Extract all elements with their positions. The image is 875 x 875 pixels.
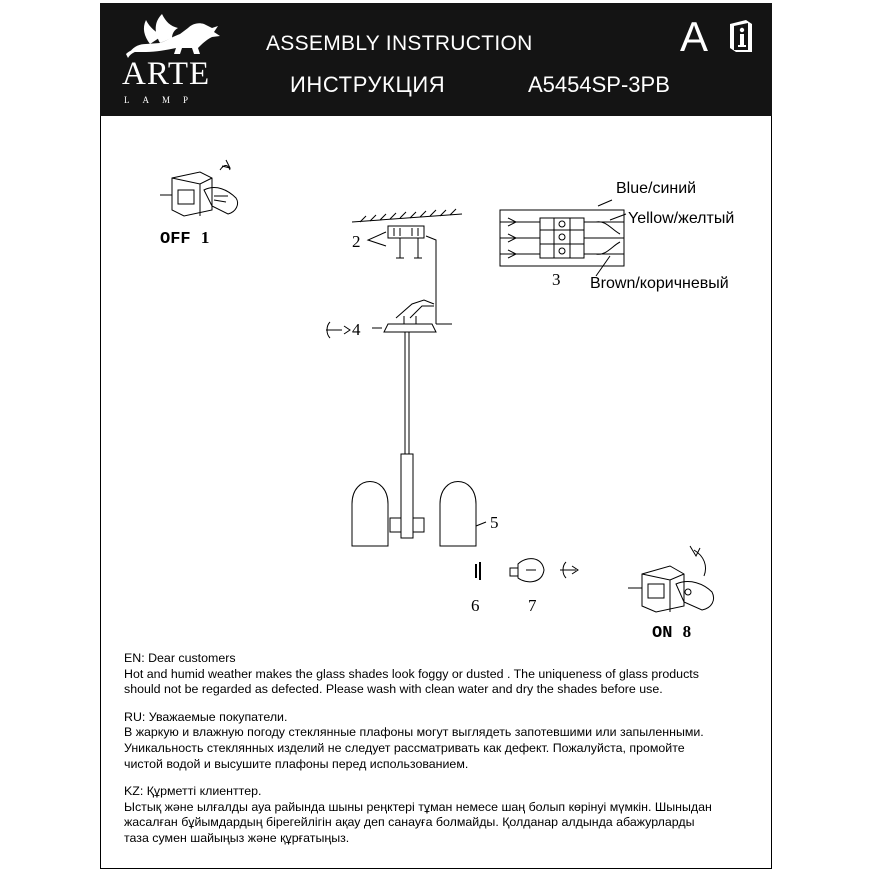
terminal-block-illustration — [500, 200, 626, 276]
note-ru-line: Уникальность стеклянных изделий не следует рассматривать как дефект. Пожалуйста, промойте — [124, 740, 685, 755]
note-ru — [124, 710, 754, 772]
note-kz-line: жасалған бұйымдардың бірегейлігін ақау деп санауға болмайды. Қолданар алдында абажурларды — [124, 815, 695, 830]
step-7-number: 7 — [528, 596, 537, 615]
model-number: A5454SP-3PB — [528, 72, 670, 97]
note-en-heading: EN: Dear customers — [124, 651, 236, 665]
note-kz-line: Ыстық және ылғалды ауа райында шыны реңктері тұман немесе шаң болып көрінуі мүмкін. Шыныдан — [124, 799, 712, 814]
care-notes — [124, 651, 754, 859]
note-kz-heading: KZ: Құрметті клиенттер. — [124, 784, 262, 799]
wire-yellow-label: Yellow/желтый — [628, 210, 735, 227]
bulb-illustration — [476, 559, 578, 582]
wire-brown-label: Brown/коричневый — [590, 275, 729, 292]
step-5-number: 5 — [490, 513, 499, 532]
note-en-line: Hot and humid weather makes the glass shades look foggy or dusted . The uniqueness of glass products — [124, 666, 699, 681]
switch-off-illustration — [160, 160, 238, 216]
wire-blue-label: Blue/синий — [616, 180, 697, 197]
a-mark: A — [680, 13, 709, 60]
note-kz-line: таза сумен шайыңыз және құрғатыңыз. — [124, 830, 350, 845]
note-kz — [124, 784, 754, 846]
step-4-number: 4 — [352, 320, 361, 339]
note-ru-line: В жаркую и влажную погоду стеклянные плафоны могут выглядеть запотевшими или запыленными. — [124, 725, 704, 740]
canopy-illustration — [326, 300, 436, 338]
step-6-number: 6 — [471, 596, 480, 615]
title-ru: ИНСТРУКЦИЯ — [290, 72, 446, 97]
step-2-number: 2 — [352, 232, 361, 251]
step-3-number: 3 — [552, 270, 561, 289]
on-text: ON — [652, 624, 673, 643]
lamp-body-illustration — [390, 332, 424, 538]
note-en — [124, 651, 754, 698]
switch-on-illustration — [628, 546, 714, 612]
glass-shades-illustration — [352, 482, 486, 547]
step-1-number: 1 — [200, 228, 210, 247]
note-ru-line: чистой водой и высушите плафоны перед использованием. — [124, 756, 469, 771]
ceiling-bracket-illustration — [352, 209, 462, 324]
title-en: ASSEMBLY INSTRUCTION — [266, 32, 533, 55]
note-en-line: should not be regarded as defected. Please wash with clean water and dry the shades before use. — [124, 682, 663, 697]
brand-subtitle: LAMP — [124, 95, 202, 105]
on-label — [652, 622, 691, 643]
off-label — [160, 228, 209, 249]
note-ru-heading: RU: Уважаемые покупатели. — [124, 709, 288, 724]
brand-name: ARTE — [122, 56, 211, 92]
off-text: OFF — [160, 230, 191, 249]
step-8-number: 8 — [682, 622, 692, 641]
